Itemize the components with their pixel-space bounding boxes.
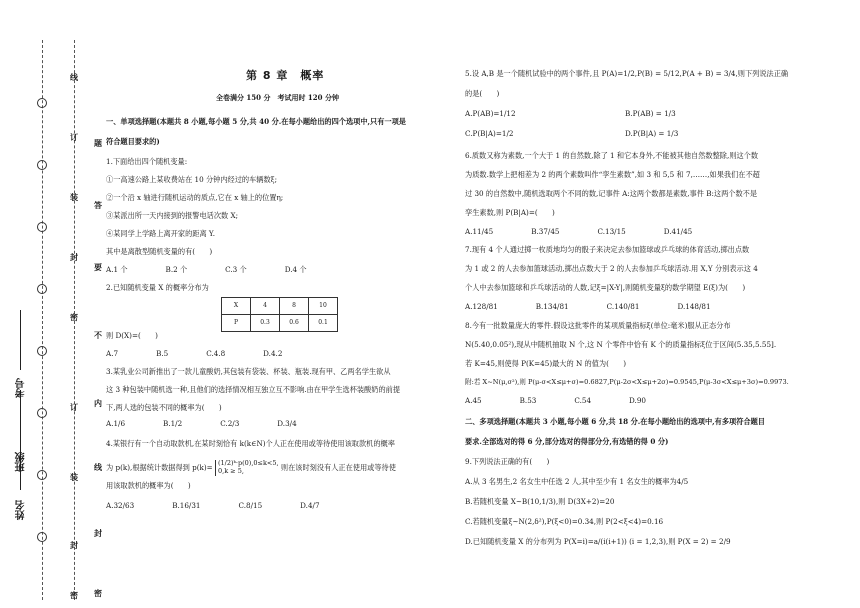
question-text: 7.现有 4 个人通过掷一枚质地均匀的骰子来决定去参加篮球或乒乓球的体育活动,掷出点数 bbox=[465, 245, 750, 254]
table-cell: 10 bbox=[309, 298, 338, 315]
binding-hole bbox=[37, 470, 47, 480]
binding-char: 内 bbox=[94, 398, 102, 408]
piecewise-case: 0,k ≥ 5, bbox=[218, 466, 244, 475]
binding-char: 封 bbox=[70, 540, 78, 550]
probability-table bbox=[221, 297, 338, 332]
option-row bbox=[465, 228, 730, 235]
question-text: 过 30 的自然数中,随机选取两个不同的数,记事件 A:这两个数都是素数,事件 B:这两个数不是 bbox=[465, 189, 758, 198]
page-title: 第 8 章 概率 bbox=[246, 69, 325, 82]
binding-char: 装 bbox=[70, 472, 78, 482]
question-text: 9.下列说法正确的有( ) bbox=[465, 457, 550, 466]
question-text: 8.今有一批数量庞大的零件.假设这批零件的某项质量指标ξ(单位:毫米)服从正态分布 bbox=[465, 321, 731, 330]
question-text: 孪生素数,则 P(B|A)=( ) bbox=[465, 208, 555, 217]
option: C.3 个 bbox=[225, 265, 247, 274]
option: A.128/81 bbox=[465, 302, 498, 311]
binding-char: 装 bbox=[70, 192, 78, 202]
binding-char: 要 bbox=[94, 262, 102, 272]
option: D.P(B|A) = 1/3 bbox=[625, 129, 679, 138]
question-text: 为 1 或 2 的人去参加篮球活动,掷出点数大于 2 的人去参加乒乓球活动.用 X,Y 分别表示这 4 bbox=[465, 264, 758, 273]
option: C.2/3 bbox=[220, 419, 240, 428]
option: D.4 个 bbox=[284, 265, 307, 274]
option: D.4.2 bbox=[263, 349, 283, 358]
option: A.P(AB)=1/12 bbox=[465, 109, 516, 118]
question-text: 4.某银行有一个自动取款机,在某时刻恰有 k(k∈N)个人正在使用或等待使用该取款机的概率 bbox=[106, 439, 395, 448]
option: D.3/4 bbox=[277, 419, 297, 428]
question-text: 1.下面给出四个随机变量: bbox=[106, 157, 188, 166]
question-text bbox=[106, 460, 396, 476]
binding-hole bbox=[37, 222, 47, 232]
binding-char: 答 bbox=[94, 200, 102, 210]
question-text-part: 则在该时刻没有人正在使用或等待使 bbox=[280, 462, 396, 472]
question-text: 下,两人选的包装不同的概率为( ) bbox=[106, 403, 222, 412]
piecewise-case: (1/2)ᵏ·p(0),0≤k<5, bbox=[218, 459, 279, 467]
binding-char: 线 bbox=[94, 462, 102, 472]
question-text: 3.某乳业公司新推出了一款儿童酸奶,其包装有袋装、杯装、瓶装.现有甲、乙两名学生欲从 bbox=[106, 367, 391, 376]
binding-margin bbox=[0, 0, 100, 608]
option: D.已知随机变量 X 的分布列为 P(X=i)=a/(i(i+1)) (i = 1,2,3),则 P(X = 2) = 2/9 bbox=[465, 537, 731, 546]
table-cell: X bbox=[222, 298, 251, 315]
question-text: 为质数.数学上把相差为 2 的两个素数叫作“孪生素数”,如 3 和 5,5 和 7,……,如果我们在不超 bbox=[465, 170, 760, 179]
question-note: 附:若 X~N(μ,σ²),则 P(μ-σ<X≤μ+σ)=0.6827,P(μ-2σ<X≤μ+2σ)=0.9545,P(μ-3σ<X≤μ+3σ)=0.9973. bbox=[465, 378, 789, 386]
binding-char: 密 bbox=[70, 590, 78, 600]
option: C.13/15 bbox=[597, 227, 626, 236]
binding-char: 题 bbox=[94, 138, 102, 148]
question-text: 的是( ) bbox=[465, 89, 500, 98]
binding-char: 订 bbox=[70, 132, 78, 142]
binding-char: 密 bbox=[94, 588, 102, 598]
question-text: 则 D(X)=( ) bbox=[106, 331, 158, 340]
binding-hole bbox=[37, 160, 47, 170]
option: A.从 3 名男生,2 名女生中任选 2 人,其中至少有 1 名女生的概率为4/5 bbox=[465, 477, 689, 486]
option: D.90 bbox=[629, 396, 646, 405]
question-text: ③某派出所一天内接到的报警电话次数 X; bbox=[106, 211, 239, 220]
option: B.16/31 bbox=[172, 501, 201, 510]
option: C.P(B|A)=1/2 bbox=[465, 129, 514, 138]
option: C.8/15 bbox=[238, 501, 263, 510]
option: B.37/45 bbox=[531, 227, 560, 236]
option: D.4/7 bbox=[300, 501, 320, 510]
option: B.53 bbox=[519, 396, 537, 405]
binding-hole bbox=[37, 532, 47, 542]
question-text: 5.设 A,B 是一个随机试验中的两个事件,且 P(A)=1/2,P(B) = 5/12,P(A + B) = 3/4,则下列说法正确 bbox=[465, 69, 789, 78]
option: D.148/81 bbox=[677, 302, 711, 311]
option-row bbox=[106, 420, 335, 427]
option: A.11/45 bbox=[465, 227, 494, 236]
option-row bbox=[106, 266, 345, 273]
question-text: 6.质数又称为素数,一个大于 1 的自然数,除了 1 和它本身外,不能被其他自然数整除,则这个数 bbox=[465, 151, 759, 160]
option-row bbox=[465, 110, 676, 117]
binding-char: 封 bbox=[70, 252, 78, 262]
option: A.7 bbox=[106, 349, 119, 358]
question-text: ①一高速公路上某收费站在 10 分钟内经过的车辆数ξ; bbox=[106, 175, 278, 184]
option: B.2 个 bbox=[165, 265, 188, 274]
binding-char: 订 bbox=[70, 402, 78, 412]
name-label: 姓名 bbox=[16, 500, 27, 520]
binding-char: 封 bbox=[94, 528, 102, 538]
piecewise-function bbox=[215, 460, 279, 476]
binding-hole bbox=[37, 284, 47, 294]
question-text: 这 3 种包装中随机选一种,且他们的选择情况相互独立互不影响.由在甲学生选杯装酸奶的前提 bbox=[106, 385, 401, 394]
exam-number-label: 考号 bbox=[16, 378, 27, 398]
option: D.41/45 bbox=[663, 227, 693, 236]
binding-char: 密 bbox=[70, 312, 78, 322]
option: B.1/2 bbox=[163, 419, 183, 428]
table-cell: 0.3 bbox=[251, 315, 280, 332]
option-row bbox=[465, 397, 684, 404]
table-cell: 8 bbox=[280, 298, 309, 315]
cut-line-left bbox=[42, 40, 43, 600]
option: A.32/63 bbox=[106, 501, 135, 510]
question-text: 个人中去参加篮球和乒乓球活动的人数,记ξ=|X-Y|,则随机变量ξ的数学期望 E(ξ)为( ) bbox=[465, 283, 746, 292]
option: A.45 bbox=[465, 396, 482, 405]
option-row bbox=[106, 502, 358, 509]
option-row bbox=[106, 350, 320, 357]
option: C.54 bbox=[574, 396, 592, 405]
table-cell: 0.1 bbox=[309, 315, 338, 332]
question-text: 用该取款机的概率为( ) bbox=[106, 481, 191, 490]
question-text: 2.已知随机变量 X 的概率分布为 bbox=[106, 283, 209, 292]
option: C.4.8 bbox=[206, 349, 226, 358]
table-cell: 0.6 bbox=[280, 315, 309, 332]
question-text: ②一个沿 x 轴进行随机运动的质点,它在 x 轴上的位置η; bbox=[106, 193, 284, 202]
section-heading: 要求.全部选对的得 6 分,部分选对的得部分分,有选错的得 0 分) bbox=[465, 437, 669, 446]
option-row bbox=[465, 130, 678, 137]
binding-hole bbox=[37, 98, 47, 108]
page-subtitle: 全卷满分 150 分 考试用时 120 分钟 bbox=[216, 93, 339, 102]
option-row bbox=[465, 303, 749, 310]
binding-hole bbox=[37, 408, 47, 418]
question-text: ④某同学上学路上离开家的距离 Y. bbox=[106, 229, 216, 238]
binding-char: 线 bbox=[70, 72, 78, 82]
option: B.134/81 bbox=[535, 302, 569, 311]
binding-char: 不 bbox=[94, 330, 102, 340]
option: A.1 个 bbox=[106, 265, 128, 274]
option: B.5 bbox=[156, 349, 169, 358]
option: C.若随机变量ξ~N(2,δ²),P(ξ<0)=0.34,则 P(2<ξ<4)=0.16 bbox=[465, 517, 664, 526]
section-heading: 一、单项选择题(本题共 8 小题,每小题 5 分,共 40 分.在每小题给出的四个选项中,只有一项是 bbox=[106, 117, 406, 126]
option: A.1/6 bbox=[106, 419, 126, 428]
table-cell: 4 bbox=[251, 298, 280, 315]
option: B.若随机变量 X~B(10,1/3),则 D(3X+2)=20 bbox=[465, 497, 615, 506]
option: C.140/81 bbox=[606, 302, 640, 311]
question-text: N(5.40,0.05²),现从中随机抽取 N 个,这 N 个零件中恰有 K 个的质量指标ξ位于区间(5.35,5.55]. bbox=[465, 340, 777, 349]
question-text-part: 为 p(k),根据统计数据得到 p(k)= bbox=[106, 462, 213, 472]
question-text: 其中是离散型随机变量的有( ) bbox=[106, 247, 213, 256]
class-label: 班级 bbox=[16, 452, 27, 472]
section-heading: 符合题目要求的) bbox=[106, 137, 160, 146]
section-heading: 二、多项选择题(本题共 3 小题,每小题 6 分,共 18 分.在每小题给出的选项中,有多项符合题目 bbox=[465, 417, 765, 426]
option: B.P(AB) = 1/3 bbox=[625, 109, 676, 118]
question-text: 若 K=45,则使得 P(K=45)最大的 N 的值为( ) bbox=[465, 359, 627, 368]
binding-hole bbox=[37, 346, 47, 356]
table-cell: P bbox=[222, 315, 251, 332]
exam-number-underline[interactable] bbox=[20, 310, 21, 370]
